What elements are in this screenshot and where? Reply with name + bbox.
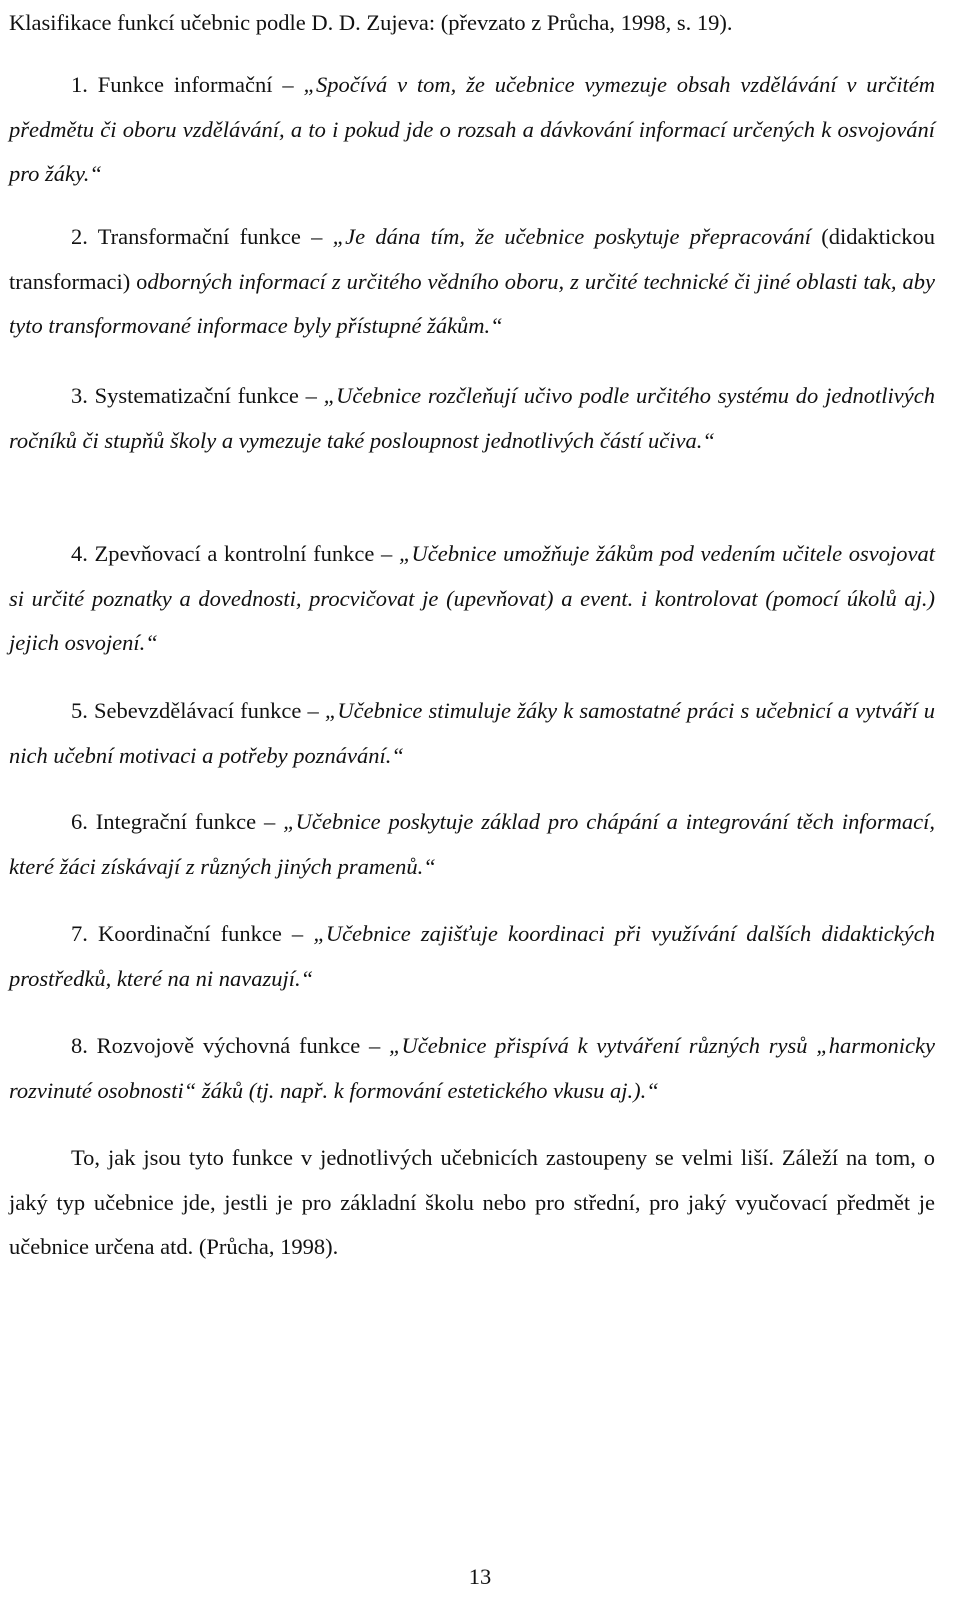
item-name: Koordinační funkce – bbox=[98, 921, 304, 946]
item-quote-continued: dborných informací z určitého vědního oboru, z určité technické či jiné oblasti tak, aby tyto transformované informace byly přístupné žákům.“ bbox=[9, 268, 935, 338]
item-name: Sebevzdělávací funkce – bbox=[94, 698, 319, 723]
item-name: Rozvojově výchovná funkce – bbox=[96, 1033, 381, 1058]
function-item-6 bbox=[9, 800, 935, 889]
item-quote: „Učebnice poskytuje základ pro chápání a integrování těch informací, které žáci získávají z různých jiných pramenů.“ bbox=[9, 809, 936, 879]
item-quote: „Učebnice zajišťuje koordinaci při využívání dalších didaktických prostředků, které na ni navazují.“ bbox=[9, 921, 936, 991]
item-name: Integrační funkce – bbox=[95, 809, 276, 834]
item-quote: „Učebnice přispívá k vytváření různých rysů „harmonicky rozvinuté osobnosti“ žáků (tj. např. k formování estetického vkusu aj.).“ bbox=[9, 1033, 935, 1103]
item-name: Transformační funkce – bbox=[97, 224, 323, 249]
item-name: Funkce informační – bbox=[97, 72, 294, 97]
item-plain-text: (didaktickou transformaci) o bbox=[9, 224, 935, 294]
item-name: Zpevňovací a kontrolní funkce – bbox=[94, 541, 393, 566]
item-number: 3. bbox=[71, 383, 88, 408]
item-number: 5. bbox=[71, 698, 88, 723]
item-quote: „Spočívá v tom, že učebnice vymezuje obsah vzdělávání v určitém předmětu či oboru vzdělávání, a to i pokud jde o rozsah a dávkování informací určených k osvojování pro žáky.“ bbox=[9, 72, 936, 186]
closing-text: To, jak jsou tyto funkce v jednotlivých učebnicích zastoupeny se velmi liší. Záleží na tom, o jaký typ učebnice jde, jestli je pro základní školu nebo pro střední, pro jaký vyučovací předmět je učebnice určena atd. (Průcha, 1998). bbox=[9, 1145, 935, 1259]
item-number: 4. bbox=[71, 541, 88, 566]
function-item-5 bbox=[9, 689, 935, 778]
item-number: 1. bbox=[71, 72, 88, 97]
function-item-7 bbox=[9, 912, 935, 1001]
item-name: Systematizační funkce – bbox=[94, 383, 317, 408]
page-number: 13 bbox=[468, 1564, 492, 1589]
item-quote: „Učebnice rozčleňují učivo podle určitého systému do jednotlivých ročníků či stupňů školy a vymezuje také posloupnost jednotlivých částí učiva.“ bbox=[9, 383, 936, 453]
item-number: 2. bbox=[71, 224, 88, 249]
item-quote: „Je dána tím, že učebnice poskytuje přepracování bbox=[332, 224, 811, 249]
function-item-3 bbox=[9, 374, 935, 463]
section-heading: Klasifikace funkcí učebnic podle D. D. Zujeva: (převzato z Průcha, 1998, s. 19). bbox=[9, 10, 733, 35]
function-item-1 bbox=[9, 63, 935, 197]
item-quote: „Učebnice umožňuje žákům pod vedením učitele osvojovat si určité poznatky a dovednosti, procvičovat je (upevňovat) a event. i kontrolovat (pomocí úkolů aj.) jejich osvojení.“ bbox=[9, 541, 935, 655]
function-item-4 bbox=[9, 532, 935, 666]
item-number: 6. bbox=[71, 809, 88, 834]
function-item-8 bbox=[9, 1024, 935, 1113]
item-number: 7. bbox=[71, 921, 88, 946]
item-quote: „Učebnice stimuluje žáky k samostatné práci s učebnicí a vytváří u nich učební motivaci a potřeby poznávání.“ bbox=[9, 698, 936, 768]
closing-paragraph bbox=[9, 1136, 935, 1270]
function-item-2 bbox=[9, 215, 935, 349]
item-number: 8. bbox=[71, 1033, 88, 1058]
